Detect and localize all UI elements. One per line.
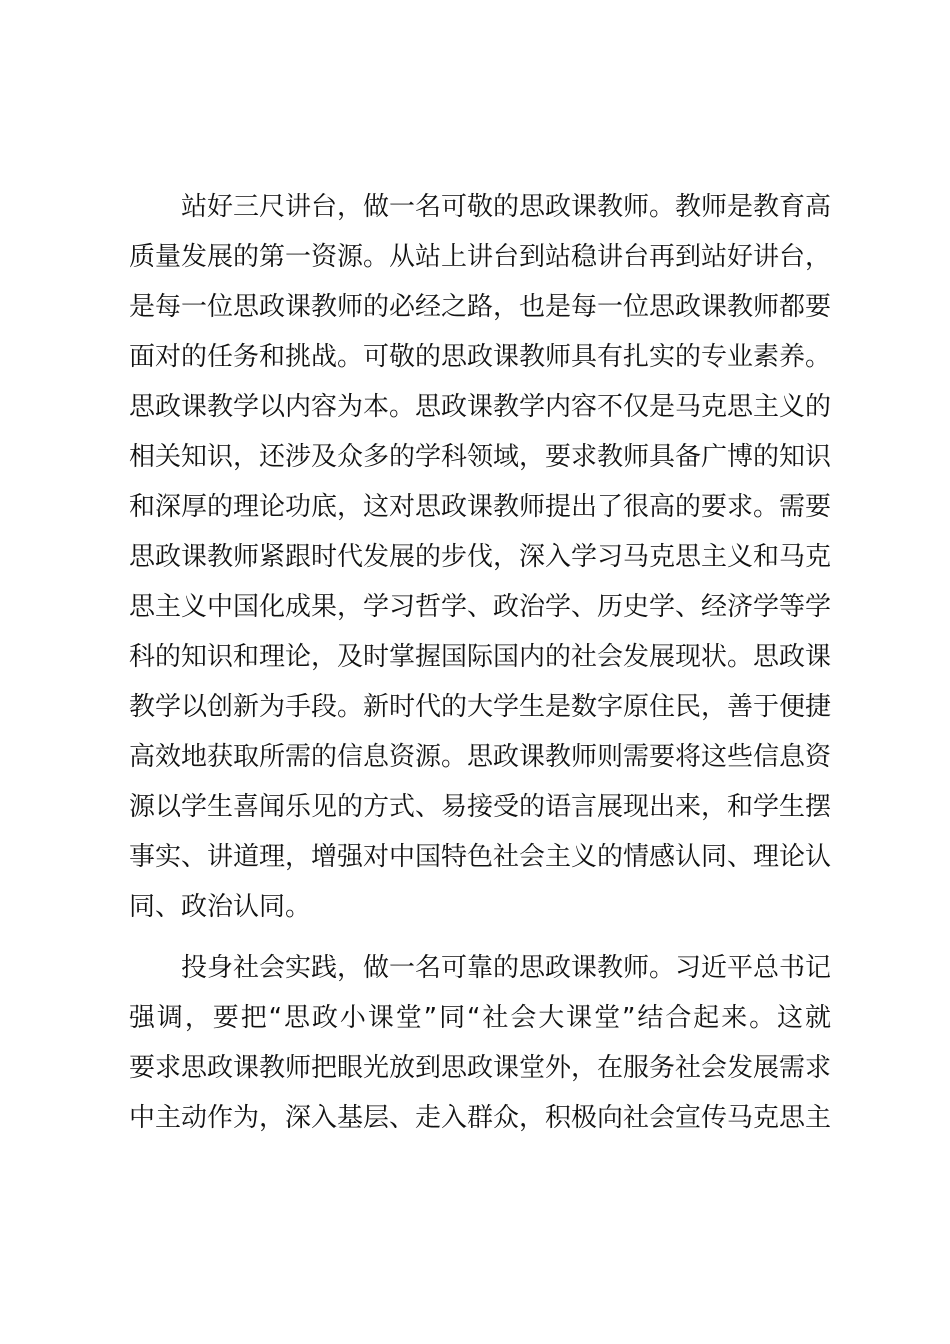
paragraph-line: 同、政治认同。 (129, 892, 312, 922)
paragraph-line: 面对的任务和挑战。可敬的思政课教师具有扎实的专业素养。 (129, 342, 832, 372)
paragraph-1 (129, 182, 831, 932)
paragraph-2 (129, 943, 831, 1143)
paragraph-line: 思主义中国化成果，学习哲学、政治学、历史学、经济学等学 (129, 592, 832, 622)
paragraph-line: 科的知识和理论，及时掌握国际国内的社会发展现状。思政课 (129, 642, 832, 672)
paragraph-line: 和深厚的理论功底，这对思政课教师提出了很高的要求。需要 (129, 492, 832, 522)
paragraph-line: 强调，要把“思政小课堂”同“社会大课堂”结合起来。这就 (129, 1003, 831, 1033)
paragraph-line: 相关知识，还涉及众多的学科领域，要求教师具备广博的知识 (129, 442, 832, 472)
paragraph-line: 投身社会实践，做一名可靠的思政课教师。习近平总书记 (181, 953, 832, 983)
paragraph-line: 高效地获取所需的信息资源。思政课教师则需要将这些信息资 (129, 742, 832, 772)
paragraph-line: 中主动作为，深入基层、走入群众，积极向社会宣传马克思主 (129, 1103, 832, 1133)
paragraph-line: 教学以创新为手段。新时代的大学生是数字原住民，善于便捷 (129, 692, 832, 722)
paragraph-line: 源以学生喜闻乐见的方式、易接受的语言展现出来，和学生摆 (129, 792, 832, 822)
paragraph-line: 要求思政课教师把眼光放到思政课堂外，在服务社会发展需求 (129, 1053, 832, 1083)
paragraph-line: 思政课教师紧跟时代发展的步伐，深入学习马克思主义和马克 (129, 542, 832, 572)
paragraph-line: 事实、讲道理，增强对中国特色社会主义的情感认同、理论认 (129, 842, 832, 872)
paragraph-line: 是每一位思政课教师的必经之路，也是每一位思政课教师都要 (129, 292, 832, 322)
paragraph-line: 质量发展的第一资源。从站上讲台到站稳讲台再到站好讲台， (129, 242, 832, 272)
paragraph-line: 站好三尺讲台，做一名可敬的思政课教师。教师是教育高 (181, 192, 832, 222)
paragraph-line: 思政课教学以内容为本。思政课教学内容不仅是马克思主义的 (129, 392, 832, 422)
